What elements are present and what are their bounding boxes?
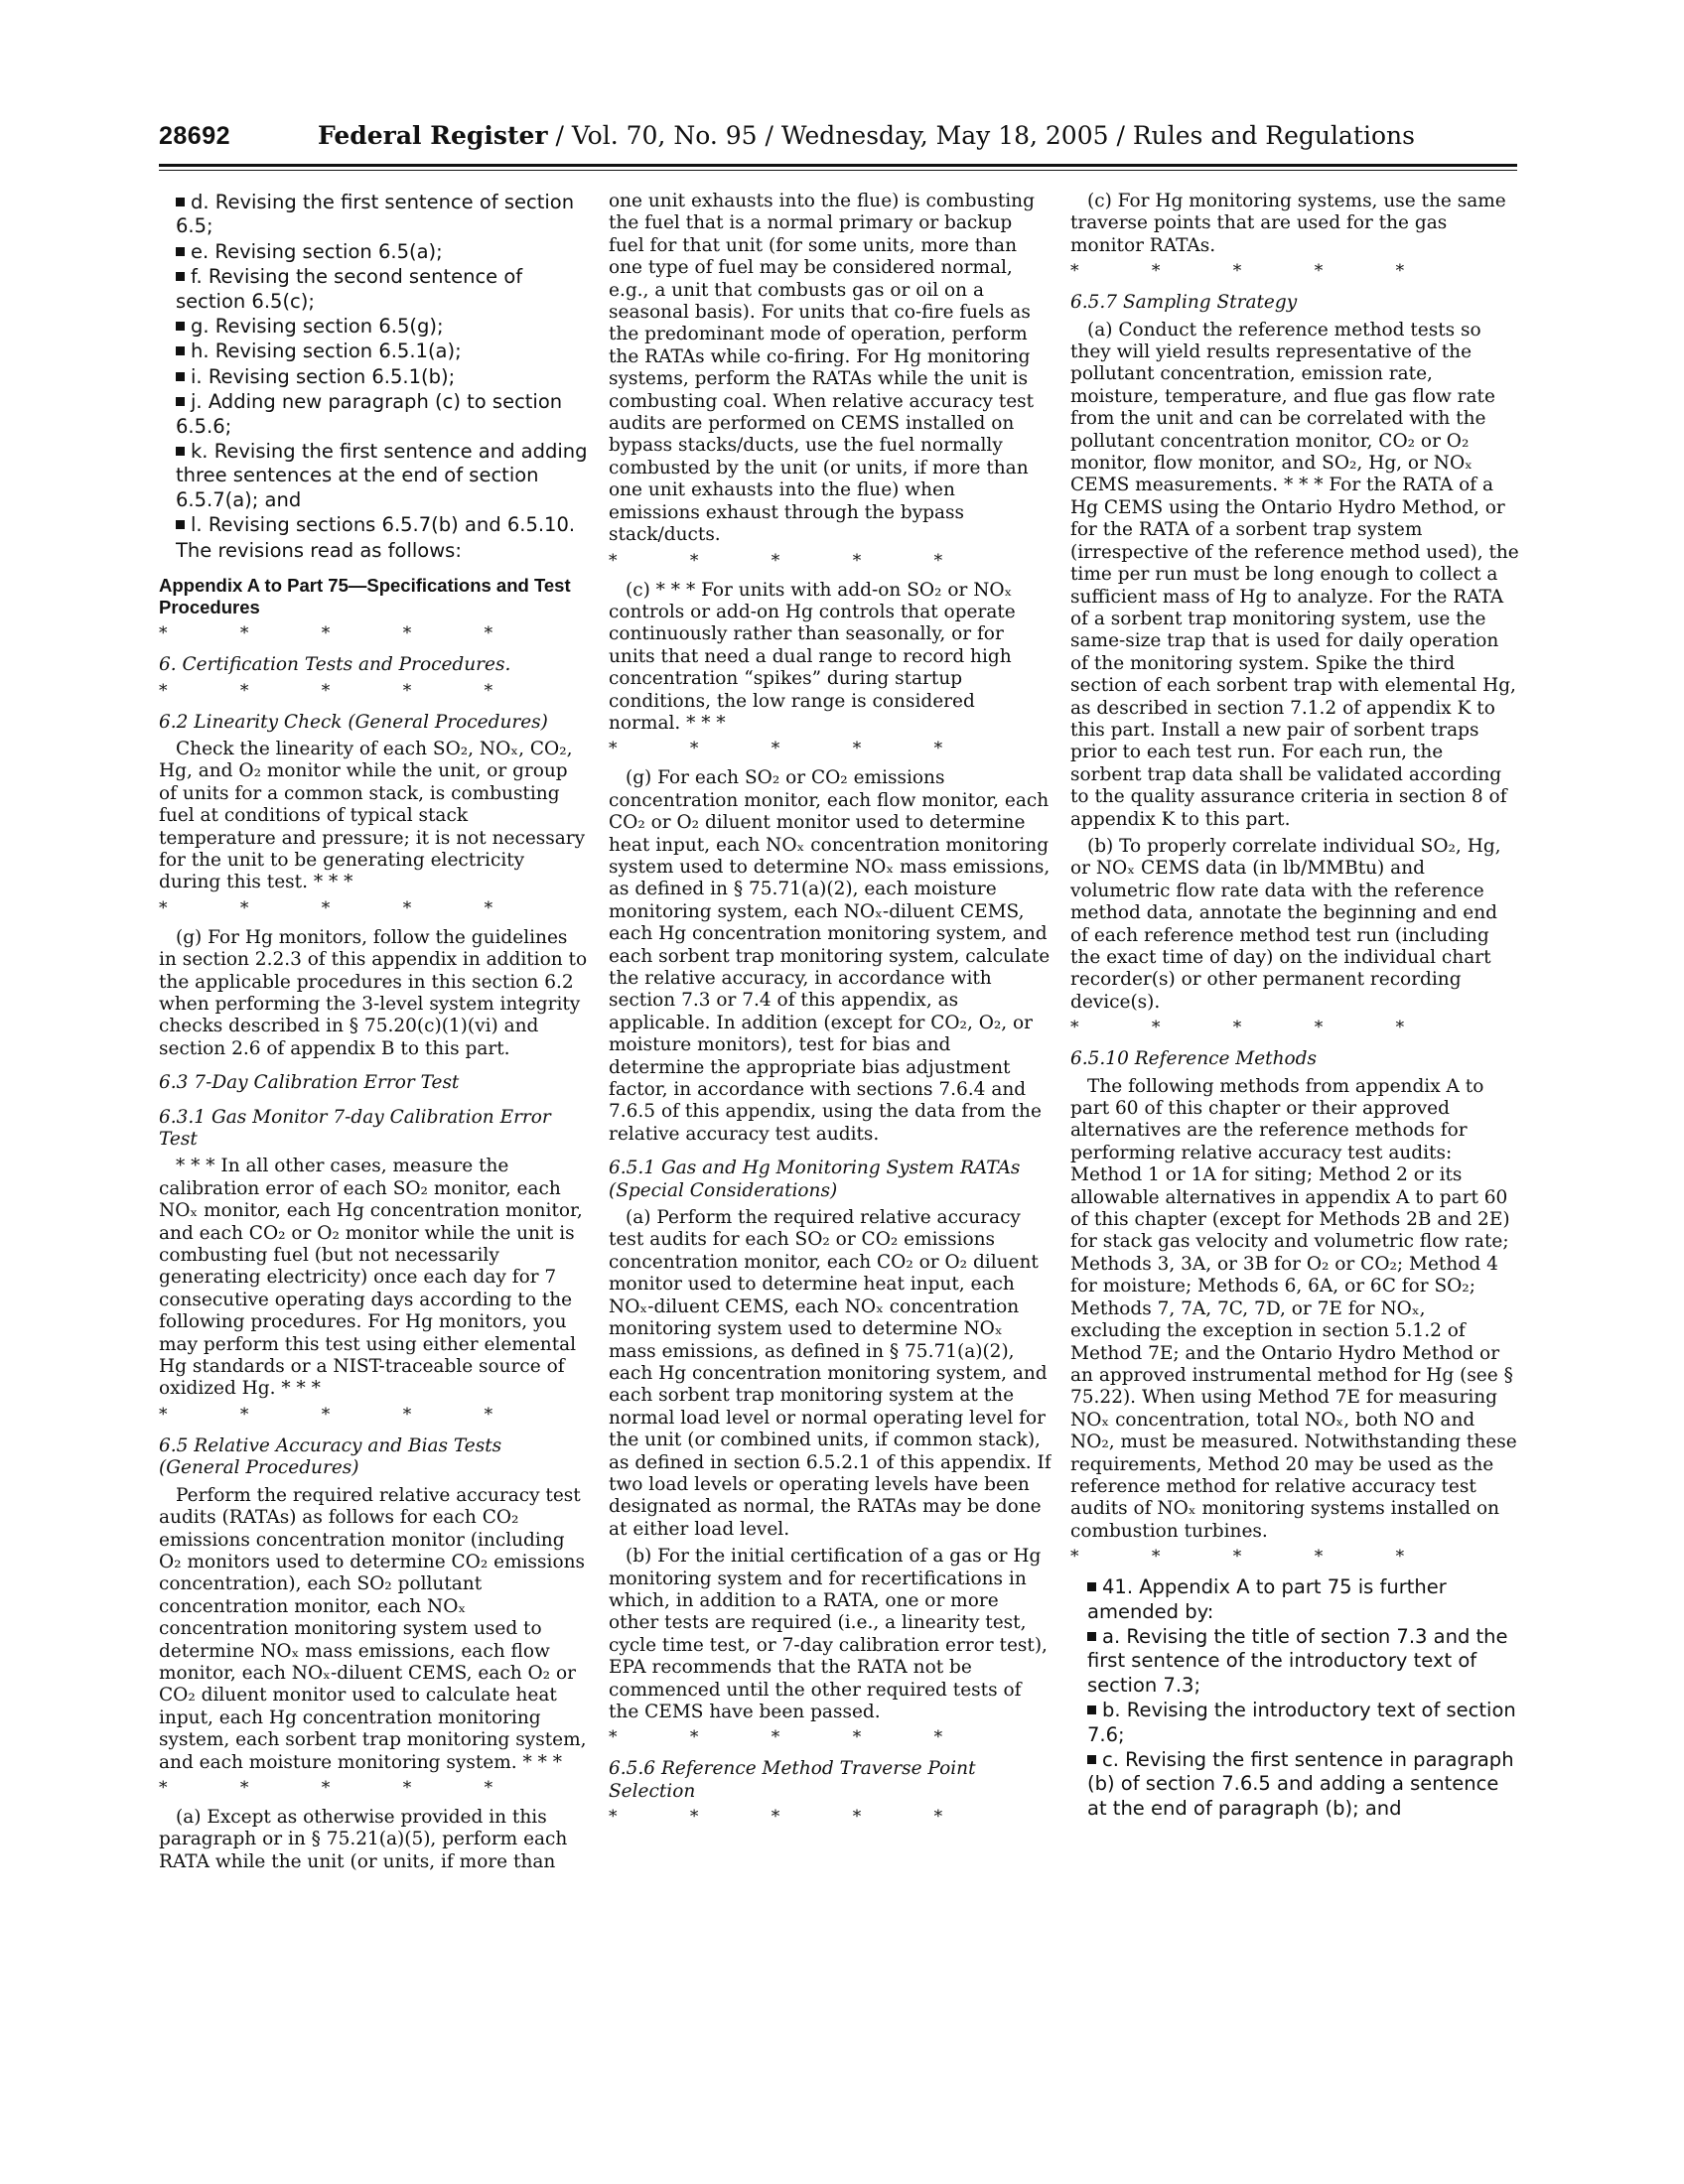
body-paragraph: (a) Perform the required relative accuracy test audits for each SO₂ or CO₂ emissions concentration monitor, each CO₂ or O₂ diluent monitor used to determine heat input, each NOₓ-diluent CEMS, each NOₓ concentration monitoring system used to determine NOₓ mass emissions, as defined in § 75.71(a)(2), each Hg concentration monitoring system, and each sorbent trap monitoring system at the normal load level or normal operating level for the unit (or combined units, if common stack), as defined in section 6.5.2.1 of this appendix. If two load levels or operating levels have been designated as normal, the RATAs may be done at either load level.	[609, 1207, 1052, 1540]
square-bullet-icon	[176, 272, 185, 281]
amendment-item	[159, 390, 588, 439]
body-paragraph: one unit exhausts into the flue) is combusting the fuel that is a normal primary or backup fuel for that unit (for some units, more than one type of fuel may be considered normal, e.g., a unit that combusts gas or oil on a seasonal basis). For units that co-fire fuels as the predominant mode of operation, perform the RATAs while co-firing. For Hg monitoring systems, perform the RATAs while the unit is combusting coal. When relative accuracy test audits are performed on CEMS installed on bypass stacks/ducts, use the fuel normally combusted by the unit (or units, if more than one unit exhausts into the flue) when emissions exhaust through the bypass stack/ducts.	[609, 191, 1035, 546]
body-paragraph: (a) Conduct the reference method tests so they will yield results representative of the pollutant concentration, emission rate, moisture, temperature, and flue gas flow rate from the unit and can be correlated with the pollutant concentration monitor, CO₂ or O₂ monitor, flow monitor, and SO₂, Hg, or NOₓ CEMS measurements. * * * For the RATA of a Hg CEMS using the Ontario Hydro Method, or for the RATA of a sorbent trap system (irrespective of the reference method used), the time per run must be long enough to collect a sufficient mass of Hg to analyze. For the RATA of a sorbent trap monitoring system, use the same-size trap that is used for daily operation of the monitoring system. Spike the third section of each sorbent trap with elemental Hg, as described in section 7.1.2 of appendix K to this part. Install a new pair of sorbent traps prior to each test run. For each run, the sorbent trap data shall be validated according to the quality assurance criteria in section 8 of appendix K to this part.	[1070, 319, 1519, 830]
amendment-text: a. Revising the title of section 7.3 and the first sentence of the introductory text of section 7.3;	[1087, 1624, 1508, 1697]
square-bullet-icon	[176, 397, 185, 406]
column-right	[1070, 191, 1519, 2161]
amendment-text: f. Revising the second sentence of section 6.5(c);	[176, 265, 523, 313]
omission-stars: * * * * *	[609, 739, 977, 759]
amendment-item	[159, 315, 588, 339]
amendment-text: j. Adding new paragraph (c) to section 6.5.6;	[176, 390, 563, 438]
column-middle	[609, 191, 1052, 2161]
header-rule-thick	[159, 164, 1517, 167]
page-header	[159, 121, 1517, 151]
amendment-text: k. Revising the first sentence and adding three sentences at the end of section 6.5.7(a); and	[176, 440, 588, 511]
section-heading: 6.5.1 Gas and Hg Monitoring System RATAs (Special Considerations)	[609, 1158, 1021, 1201]
revisions-intro: The revisions read as follows:	[176, 538, 462, 562]
section-heading: 6.5 Relative Accuracy and Bias Tests (General Procedures)	[159, 1434, 502, 1479]
square-bullet-icon	[1087, 1582, 1096, 1591]
square-bullet-icon	[176, 322, 185, 331]
omission-stars: * * * * *	[1070, 261, 1439, 282]
section-heading: 6.5.10 Reference Methods	[1070, 1048, 1318, 1070]
amendment-text: b. Revising the introductory text of section 7.6;	[1087, 1699, 1516, 1746]
amendment-text: l. Revising sections 6.5.7(b) and 6.5.10.	[191, 513, 576, 537]
column-left	[159, 191, 588, 2161]
amendment-item	[159, 265, 588, 314]
omission-stars: * * * * *	[609, 550, 977, 571]
square-bullet-icon	[176, 520, 185, 529]
amendment-text: c. Revising the first sentence in paragraph (b) of section 7.6.5 and adding a sentence at the end of paragraph (b); and	[1087, 1748, 1514, 1820]
omission-stars: * * * * *	[159, 680, 527, 701]
amendment-item	[159, 365, 588, 389]
body-paragraph: (g) For each SO₂ or CO₂ emissions concentration monitor, each flow monitor, each CO₂ or O₂ diluent monitor used to determine heat input, each NOₓ concentration monitoring system used to determine NOₓ mass emissions, as defined in § 75.71(a)(2), each moisture monitoring system, each NOₓ-diluent CEMS, each Hg concentration monitoring system, and each sorbent trap monitoring system, calculate the relative accuracy, in accordance with section 7.3 or 7.4 of this appendix, as applicable. In addition (except for CO₂, O₂, or moisture monitors), test for bias and determine the appropriate bias adjustment factor, in accordance with sections 7.6.4 and 7.6.5 of this appendix, using the data from the relative accuracy test audits.	[609, 767, 1051, 1145]
amendment-item	[159, 513, 588, 537]
omission-stars: * * * * *	[159, 1404, 527, 1425]
body-paragraph: (c) * * * For units with add-on SO₂ or NOₓ controls or add-on Hg controls that operate continuously rather than seasonally, or for units that need a dual range to record high concentration “spikes” during startup conditions, the low range is considered normal. * * *	[609, 579, 1016, 734]
omission-stars: * * * * *	[609, 1727, 977, 1748]
square-bullet-icon	[1087, 1632, 1096, 1641]
amendment-item	[1070, 1625, 1519, 1698]
body-paragraph: The following methods from appendix A to part 60 of this chapter or their approved alternatives are the reference methods for performing relative accuracy test audits: Method 1 or 1A for siting; Method 2 or its allowable alternatives in appendix A to part 60 of this chapter (except for Methods 2B and 2E) for stack gas velocity and volumetric flow rate; Methods 3, 3A, or 3B for O₂ or CO₂; Method 4 for moisture; Methods 6, 6A, or 6C for SO₂; Methods 7, 7A, 7C, 7D, or 7E for NOₓ, excluding the exception in section 5.1.2 of Method 7E; and the Ontario Hydro Method or an approved instrumental method for Hg (see § 75.22). When using Method 7E for measuring NOₓ concentration, total NOₓ, both NO and NO₂, must be measured. Notwithstanding these requirements, Method 20 may be used as the reference method for relative accuracy test audits of NOₓ monitoring systems installed on combustion turbines.	[1070, 1075, 1517, 1542]
amendment-item	[159, 240, 588, 264]
omission-stars: * * * * *	[1070, 1018, 1439, 1038]
running-head	[318, 121, 1415, 150]
amendment-item	[159, 340, 588, 363]
omission-stars: * * * * *	[159, 897, 527, 918]
section-heading: 6. Certification Tests and Procedures.	[159, 654, 511, 676]
amendment-text: e. Revising section 6.5(a);	[191, 239, 443, 263]
square-bullet-icon	[176, 372, 185, 381]
body-paragraph: (b) For the initial certification of a gas or Hg monitoring system and for recertifications in which, in addition to a RATA, one or more other tests are required (i.e., a linearity test, cycle time test, or 7-day calibration error test), EPA recommends that the RATA not be commenced until the other required tests of the CEMS have been passed.	[609, 1546, 1048, 1722]
publication-name: Federal Register	[318, 121, 548, 150]
body-paragraph: Check the linearity of each SO₂, NOₓ, CO₂, Hg, and O₂ monitor while the unit, or group of units for a common stack, is combusting fuel at conditions of typical stack temperature and pressure; it is not necessary for the unit to be generating electricity during this test. * * *	[159, 738, 586, 893]
section-heading: 6.3 7-Day Calibration Error Test	[159, 1072, 460, 1094]
amendment-text: h. Revising section 6.5.1(a);	[191, 340, 462, 363]
square-bullet-icon	[176, 346, 185, 355]
amendment-text: 41. Appendix A to part 75 is further amended by:	[1087, 1575, 1447, 1623]
section-heading: 6.5.6 Reference Method Traverse Point Selection	[609, 1758, 976, 1802]
body-paragraph: (g) For Hg monitors, follow the guidelines in section 2.2.3 of this appendix in addition to the applicable procedures in this section 6.2 when performing the 3-level system integrity checks described in § 75.20(c)(1)(vi) and section 2.6 of appendix B to this part.	[159, 926, 588, 1059]
square-bullet-icon	[176, 447, 185, 456]
body-paragraph: (c) For Hg monitoring systems, use the same traverse points that are used for the gas monitor RATAs.	[1070, 191, 1506, 256]
square-bullet-icon	[176, 198, 185, 206]
amendment-item	[1070, 1748, 1519, 1821]
omission-stars: * * * * *	[1070, 1547, 1439, 1568]
issue-info: / Vol. 70, No. 95 / Wednesday, May 18, 2005 / Rules and Regulations	[547, 121, 1415, 150]
body-paragraph: (b) To properly correlate individual SO₂, Hg, or NOₓ CEMS data (in lb/MMBtu) and volumetric flow rate data with the reference method data, annotate the beginning and end of each reference method test run (including the exact time of day) on the individual chart recorder(s) or other permanent recording device(s).	[1070, 835, 1501, 1013]
omission-stars: * * * * *	[609, 1807, 977, 1828]
section-heading: 6.2 Linearity Check (General Procedures)	[159, 711, 548, 733]
amendment-text: g. Revising section 6.5(g);	[191, 315, 444, 339]
amendment-item	[159, 440, 588, 512]
amendment-text: d. Revising the first sentence of section 6.5;	[176, 191, 575, 238]
body-paragraph: (a) Except as otherwise provided in this paragraph or in § 75.21(a)(5), perform each RATA while the unit (or units, if more than	[159, 1806, 568, 1872]
appendix-title: Appendix A to Part 75—Specifications and Test Procedures	[159, 575, 571, 618]
amendment-item	[159, 191, 588, 239]
amendment-item	[1070, 1575, 1519, 1624]
omission-stars: * * * * *	[159, 1777, 527, 1798]
amendment-item	[1070, 1699, 1519, 1747]
body-paragraph: * * * In all other cases, measure the calibration error of each SO₂ monitor, each NOₓ monitor, each Hg concentration monitor, and each CO₂ or O₂ monitor while the unit is combusting fuel (but not necessarily generating electricity) once each day for 7 consecutive operating days according to the following procedures. For Hg monitors, you may perform this test using either elemental Hg standards or a NIST-traceable source of oxidized Hg. * * *	[159, 1156, 583, 1400]
body-paragraph: Perform the required relative accuracy test audits (RATAs) as follows for each CO₂ emissions concentration monitor (including O₂ monitors used to determine CO₂ emissions concentration), each SO₂ pollutant concentration monitor, each NOₓ concentration monitoring system used to determine NOₓ mass emissions, each flow monitor, each NOₓ-diluent CEMS, each O₂ or CO₂ diluent monitor used to calculate heat input, each Hg concentration monitoring system, each sorbent trap monitoring system, and each moisture monitoring system. * * *	[159, 1484, 587, 1773]
square-bullet-icon	[1087, 1755, 1096, 1764]
header-rule-thin	[159, 170, 1517, 171]
section-heading: 6.5.7 Sampling Strategy	[1070, 292, 1298, 314]
omission-stars: * * * * *	[159, 623, 527, 644]
page-number: 28692	[159, 122, 231, 150]
square-bullet-icon	[176, 247, 185, 256]
square-bullet-icon	[1087, 1706, 1096, 1714]
amendment-text: i. Revising section 6.5.1(b);	[191, 364, 456, 388]
section-heading: 6.3.1 Gas Monitor 7-day Calibration Error Test	[159, 1106, 551, 1150]
